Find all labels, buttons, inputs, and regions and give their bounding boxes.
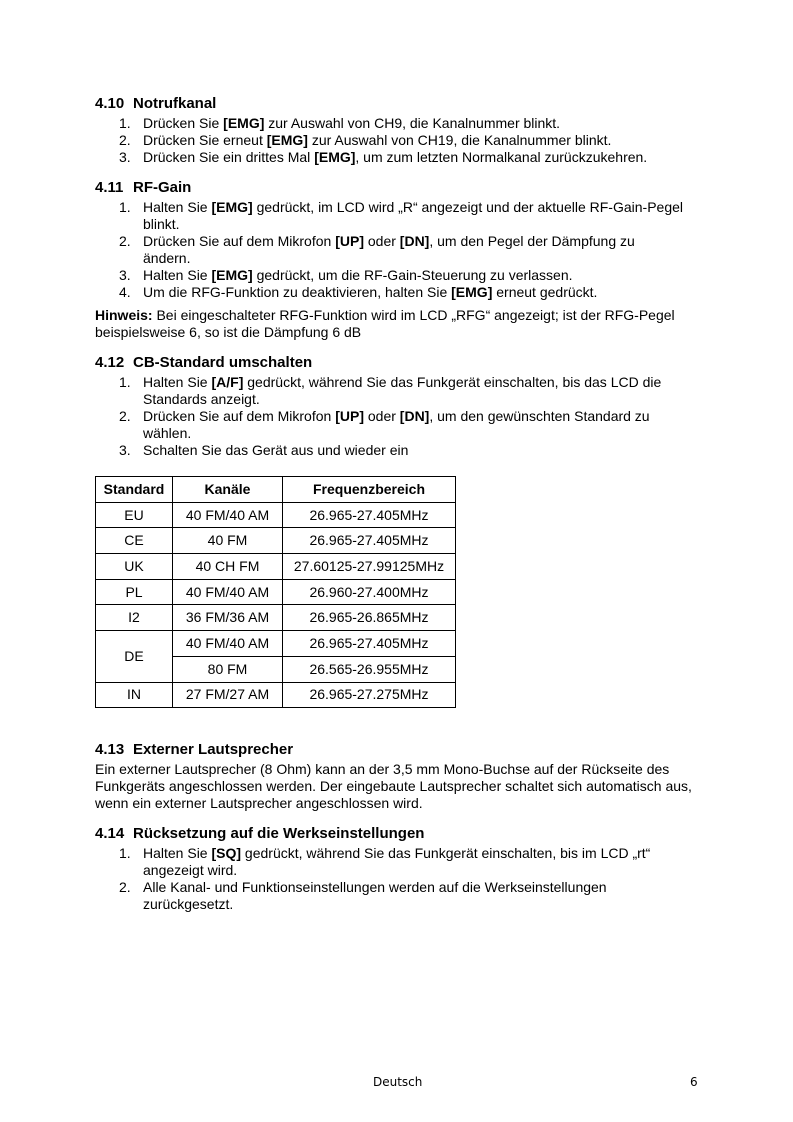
section-heading — [95, 354, 705, 372]
button-key-label: [EMG] — [266, 132, 308, 148]
button-key-label: [EMG] — [451, 284, 493, 300]
item-text: oder — [363, 233, 400, 249]
hint-text: Bei eingeschalteter RFG-Funktion wird im LCD „RFG“ angezeigt; ist der RFG-Pegel beispielsweise 6, so ist die Dämpfung 6 dB — [95, 307, 675, 340]
section-number: 4.11 — [95, 179, 124, 196]
cell-frequency: 26.965-26.865MHz — [283, 605, 456, 631]
section-heading — [95, 825, 705, 843]
button-key-label: [EMG] — [211, 267, 253, 283]
button-key-label: [DN] — [399, 233, 430, 249]
cell-standard: CE — [96, 528, 173, 554]
item-number: 2. — [119, 879, 131, 896]
item-number: 1. — [119, 199, 131, 215]
item-text: gedrückt, im LCD wird „R“ angezeigt und der aktuelle RF-Gain-Pegel blinkt. — [143, 199, 683, 232]
item-number: 3. — [119, 442, 131, 458]
button-key-label: [SQ] — [211, 845, 242, 862]
item-number: 3. — [119, 149, 131, 165]
step-list — [95, 374, 705, 459]
section-4-12 — [95, 354, 705, 459]
table-header-row — [96, 477, 456, 503]
header-standard: Standard — [96, 477, 173, 503]
section-title: Externer Lautsprecher — [133, 741, 294, 759]
list-item — [95, 408, 683, 442]
item-text: , um den gewünschten Standard zu wählen. — [143, 408, 650, 441]
item-text: zur Auswahl von CH9, die Kanalnummer blinkt. — [264, 115, 561, 131]
item-number: 2. — [119, 233, 131, 249]
section-title: CB-Standard umschalten — [133, 354, 313, 371]
section-number: 4.12 — [95, 354, 125, 371]
section-4-11 — [95, 179, 705, 301]
item-text: gedrückt, um die RF-Gain-Steuerung zu verlassen. — [252, 267, 573, 283]
button-key-label: [UP] — [335, 408, 364, 424]
item-text: Halten Sie — [143, 374, 212, 390]
section-number: 4.10 — [95, 95, 125, 112]
cell-standard: I2 — [96, 605, 173, 631]
cell-standard: DE — [96, 631, 173, 682]
table-row — [96, 631, 456, 657]
cell-channels: 40 CH FM — [173, 554, 283, 580]
button-key-label: [A/F] — [211, 374, 244, 390]
item-text: Drücken Sie — [143, 115, 224, 131]
item-text: Schalten Sie das Gerät aus und wieder ein — [143, 442, 409, 458]
cell-standard: PL — [96, 579, 173, 605]
item-text: zur Auswahl von CH19, die Kanalnummer blinkt. — [307, 132, 612, 148]
cell-frequency: 26.965-27.405MHz — [283, 528, 456, 554]
section-number: 4.13 — [95, 741, 125, 759]
item-text: Um die RFG-Funktion zu deaktivieren, halten Sie — [143, 284, 452, 300]
list-item — [95, 442, 683, 459]
section-heading — [95, 95, 705, 113]
list-item — [95, 267, 683, 284]
speaker-paragraph: Ein externer Lautsprecher (8 Ohm) kann an der 3,5 mm Mono-Buchse auf der Rückseite des Funkgeräts angeschlossen werden. Der eingebaute Lautsprecher schaltet sich automatisch aus, wenn ein externer Lautsprecher angeschlossen wird. — [95, 761, 692, 812]
table-row — [96, 605, 456, 631]
item-text: Alle Kanal- und Funktionseinstellungen werden auf die Werkseinstellungen zurückgesetzt. — [143, 879, 607, 913]
section-title: Rücksetzung auf die Werkseinstellungen — [133, 825, 425, 843]
footer-language: Deutsch — [373, 1075, 423, 1089]
button-key-label: [UP] — [335, 233, 364, 249]
item-number: 2. — [119, 132, 131, 148]
table-row — [96, 502, 456, 528]
item-text: Halten Sie — [143, 845, 212, 862]
button-key-label: [EMG] — [211, 199, 253, 215]
cell-standard: IN — [96, 682, 173, 708]
hint-label: Hinweis: — [95, 307, 153, 323]
table-row — [96, 579, 456, 605]
cell-channels: 36 FM/36 AM — [173, 605, 283, 631]
cell-frequency: 26.565-26.955MHz — [283, 656, 456, 682]
list-item — [95, 284, 683, 301]
item-number: 2. — [119, 408, 131, 424]
item-text: Drücken Sie auf dem Mikrofon — [143, 233, 336, 249]
step-list — [95, 845, 705, 913]
item-number: 1. — [119, 374, 131, 390]
item-text: , um zum letzten Normalkanal zurückzukehren. — [355, 149, 648, 165]
cell-standard: EU — [96, 502, 173, 528]
cell-frequency: 27.60125-27.99125MHz — [283, 554, 456, 580]
step-list — [95, 115, 705, 166]
item-text: Halten Sie — [143, 267, 212, 283]
cell-channels: 40 FM/40 AM — [173, 579, 283, 605]
list-item — [95, 132, 683, 149]
cell-channels: 80 FM — [173, 656, 283, 682]
list-item — [95, 199, 683, 233]
list-item — [95, 879, 683, 913]
cb-standards-table — [95, 476, 456, 708]
header-frequency: Frequenzbereich — [283, 477, 456, 503]
cell-standard: UK — [96, 554, 173, 580]
cell-frequency: 26.965-27.405MHz — [283, 631, 456, 657]
item-number: 4. — [119, 284, 131, 300]
item-text: Drücken Sie erneut — [143, 132, 267, 148]
list-item — [95, 149, 683, 166]
item-text: Drücken Sie ein drittes Mal — [143, 149, 315, 165]
section-heading — [95, 179, 705, 197]
table-row — [96, 528, 456, 554]
section-4-14 — [95, 825, 705, 913]
item-text: Halten Sie — [143, 199, 212, 215]
cell-channels: 40 FM/40 AM — [173, 502, 283, 528]
list-item — [95, 374, 683, 408]
table-row — [96, 682, 456, 708]
document-page — [95, 95, 705, 913]
cell-channels: 40 FM — [173, 528, 283, 554]
page-number: 6 — [690, 1075, 698, 1089]
item-number: 3. — [119, 267, 131, 283]
section-heading — [95, 741, 705, 759]
table-row — [96, 554, 456, 580]
cell-frequency: 26.965-27.275MHz — [283, 682, 456, 708]
header-channels: Kanäle — [173, 477, 283, 503]
item-text: gedrückt, während Sie das Funkgerät einschalten, bis im LCD „rt“ angezeigt wird. — [143, 845, 651, 879]
cell-channels: 27 FM/27 AM — [173, 682, 283, 708]
section-title: Notrufkanal — [133, 95, 217, 112]
item-number: 1. — [119, 115, 131, 131]
button-key-label: [EMG] — [314, 149, 356, 165]
step-list — [95, 199, 705, 301]
item-number: 1. — [119, 845, 131, 862]
list-item — [95, 845, 683, 879]
item-text: Drücken Sie auf dem Mikrofon — [143, 408, 336, 424]
item-text: gedrückt, während Sie das Funkgerät einschalten, bis das LCD die Standards anzeigt. — [143, 374, 662, 407]
cell-frequency: 26.965-27.405MHz — [283, 502, 456, 528]
section-4-13 — [95, 741, 705, 812]
button-key-label: [EMG] — [223, 115, 265, 131]
hint-note — [95, 307, 675, 341]
list-item — [95, 233, 683, 267]
section-number: 4.14 — [95, 825, 125, 843]
section-4-10 — [95, 95, 705, 166]
section-title: RF-Gain — [133, 179, 192, 196]
cell-frequency: 26.960-27.400MHz — [283, 579, 456, 605]
list-item — [95, 115, 683, 132]
item-text: , um den Pegel der Dämpfung zu ändern. — [143, 233, 635, 266]
button-key-label: [DN] — [399, 408, 430, 424]
cell-channels: 40 FM/40 AM — [173, 631, 283, 657]
item-text: oder — [363, 408, 400, 424]
item-text: erneut gedrückt. — [492, 284, 598, 300]
